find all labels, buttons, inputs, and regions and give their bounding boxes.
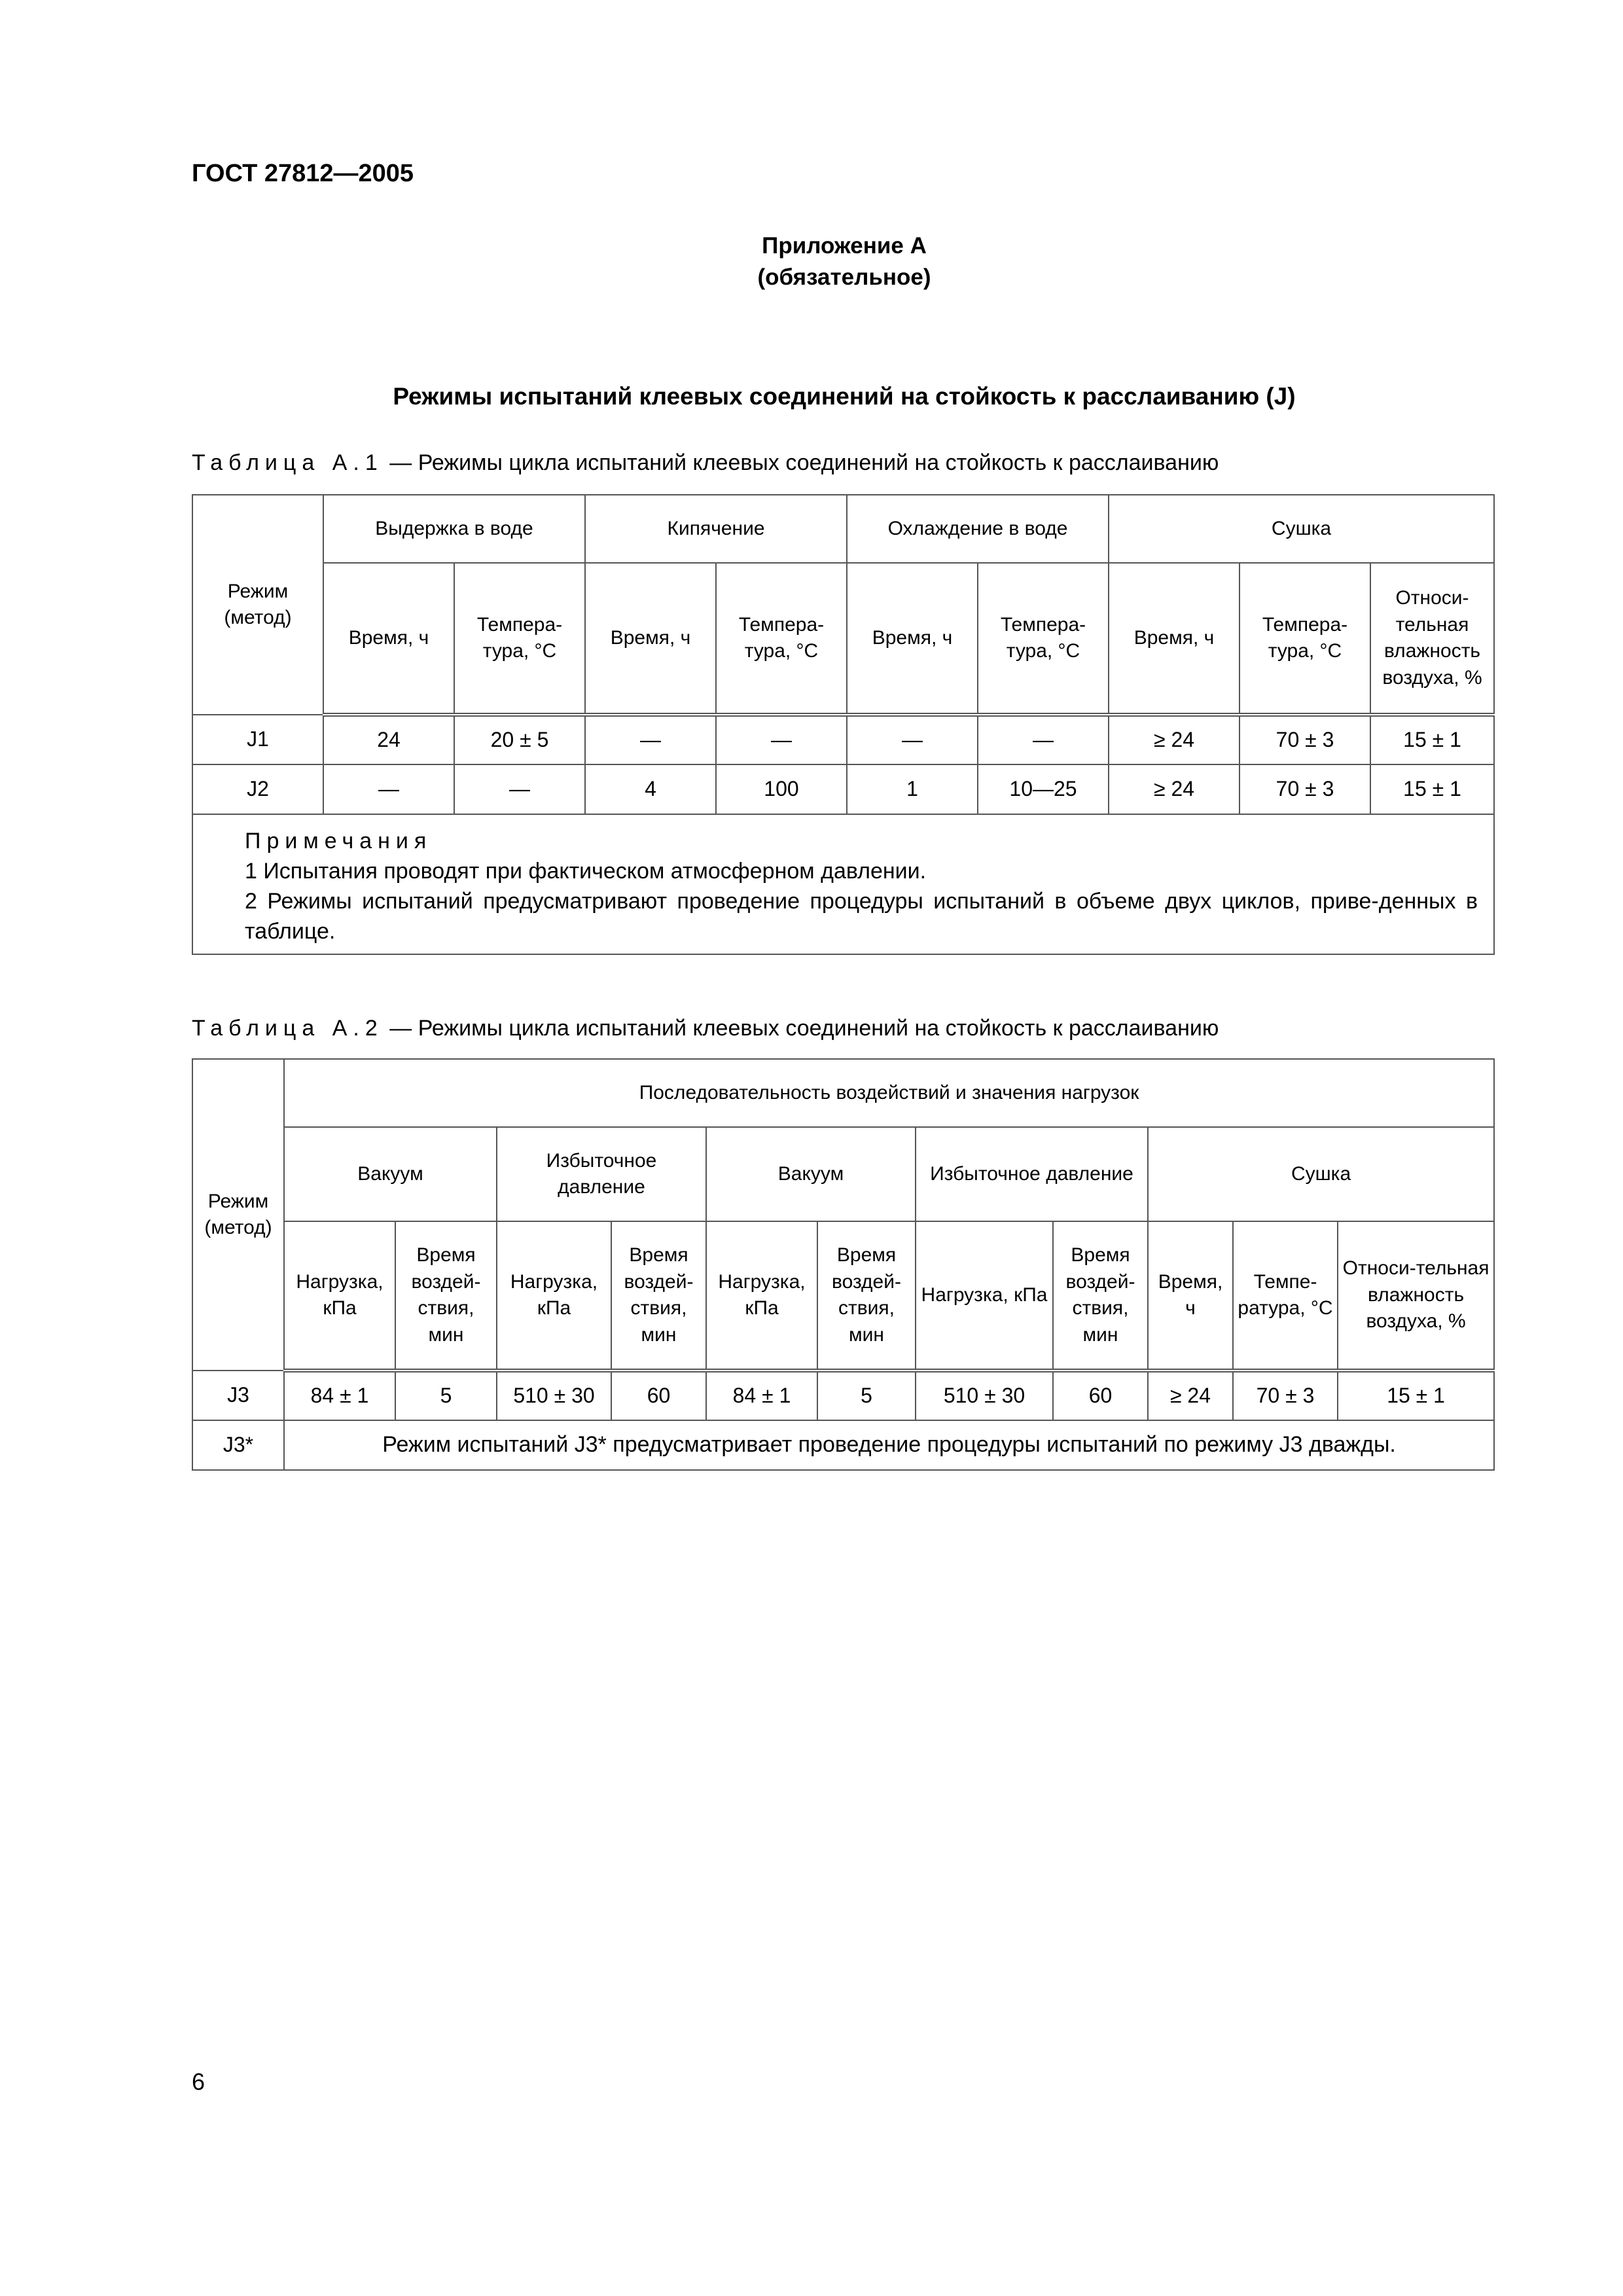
section-title: Режимы испытаний клеевых соединений на стойкость к расслаиванию (J) <box>393 383 1296 410</box>
table1-caption-label: Таблица А.1 <box>192 450 383 475</box>
table-cell: 84 ± 1 <box>284 1371 395 1420</box>
appendix-status: (обязательное) <box>757 264 931 290</box>
table2-subheader: Относи-тельная влажность воздуха, % <box>1338 1221 1494 1371</box>
table2-subheader: Темпе-ратура, °С <box>1233 1221 1338 1371</box>
table2-subheader: Время воздей-ствия, мин <box>817 1221 916 1371</box>
table1-subheader: Темпера-тура, °С <box>454 563 585 715</box>
table-cell: 10—25 <box>978 764 1109 814</box>
table2-subheader: Время воздей-ствия, мин <box>395 1221 497 1371</box>
table2-group-header: Сушка <box>1148 1127 1494 1221</box>
table-cell: — <box>323 764 454 814</box>
table-cell: 70 ± 3 <box>1233 1371 1338 1420</box>
table1-notes <box>192 814 1494 954</box>
table-cell: ≥ 24 <box>1148 1371 1233 1420</box>
table1-caption <box>192 450 1219 476</box>
table-row <box>192 715 1494 764</box>
table-cell: 15 ± 1 <box>1370 715 1494 764</box>
table2-mode-header: Режим (метод) <box>192 1059 284 1371</box>
table-cell: ≥ 24 <box>1109 764 1240 814</box>
table-cell: 84 ± 1 <box>706 1371 817 1420</box>
table2-subheader: Нагрузка, кПа <box>284 1221 395 1371</box>
table-cell: 70 ± 3 <box>1240 715 1370 764</box>
page-number: 6 <box>192 2068 205 2095</box>
table1-subheader: Относи-тельная влажность воздуха, % <box>1370 563 1494 715</box>
table1-group-header: Охлаждение в воде <box>847 495 1109 563</box>
table-cell: — <box>978 715 1109 764</box>
table-cell: 4 <box>585 764 716 814</box>
table-cell: — <box>847 715 978 764</box>
table2-subheader: Нагрузка, кПа <box>497 1221 611 1371</box>
table1-group-header: Сушка <box>1109 495 1494 563</box>
notes-heading: Примечания <box>245 829 433 853</box>
table1-mode-cell: J2 <box>192 764 323 814</box>
table2-group-header: Избыточное давление <box>916 1127 1148 1221</box>
table-cell: 510 ± 30 <box>497 1371 611 1420</box>
table1-subheader: Темпера-тура, °С <box>1240 563 1370 715</box>
table1-subheader: Время, ч <box>585 563 716 715</box>
table-cell: 15 ± 1 <box>1370 764 1494 814</box>
table2-j3star-text: Режим испытаний J3* предусматривает проведение процедуры испытаний по режиму J3 дважды. <box>284 1420 1494 1470</box>
table1 <box>192 494 1495 955</box>
table2-group-header: Вакуум <box>284 1127 497 1221</box>
table-cell: — <box>716 715 847 764</box>
table-cell: — <box>585 715 716 764</box>
table-cell: ≥ 24 <box>1109 715 1240 764</box>
table2-subheader: Время, ч <box>1148 1221 1233 1371</box>
appendix-heading <box>661 230 1027 293</box>
table1-caption-text: — Режимы цикла испытаний клеевых соединений на стойкость к расслаиванию <box>383 450 1219 475</box>
standard-code: ГОСТ 27812—2005 <box>192 160 414 187</box>
table1-subheader: Время, ч <box>1109 563 1240 715</box>
table2-group-header: Вакуум <box>706 1127 916 1221</box>
table1-group-header: Выдержка в воде <box>323 495 585 563</box>
table2-group-header: Избыточное давление <box>497 1127 706 1221</box>
table-cell: 1 <box>847 764 978 814</box>
table2-subheader: Нагрузка, кПа <box>916 1221 1053 1371</box>
table-cell: 15 ± 1 <box>1338 1371 1494 1420</box>
table1-mode-cell: J1 <box>192 715 323 764</box>
table2-caption-text: — Режимы цикла испытаний клеевых соединений на стойкость к расслаиванию <box>383 1016 1219 1041</box>
table2-caption-label: Таблица А.2 <box>192 1016 383 1041</box>
note-item: 1 Испытания проводят при фактическом атмосферном давлении. <box>245 858 927 884</box>
table1-group-header: Кипячение <box>585 495 847 563</box>
table1-subheader: Время, ч <box>847 563 978 715</box>
table2-caption <box>192 1016 1219 1041</box>
note-item: 2 Режимы испытаний предусматривают проведение процедуры испытаний в объеме двух циклов, приве-денных в таблице. <box>245 888 1478 944</box>
table-cell: 60 <box>611 1371 706 1420</box>
table-cell: 24 <box>323 715 454 764</box>
table-cell: 100 <box>716 764 847 814</box>
table-row <box>192 1371 1494 1420</box>
table1-subheader: Время, ч <box>323 563 454 715</box>
table2-subheader: Время воздей-ствия, мин <box>1053 1221 1148 1371</box>
table-cell: 510 ± 30 <box>916 1371 1053 1420</box>
table1-subheader: Темпера-тура, °С <box>978 563 1109 715</box>
table2-mode-cell: J3 <box>192 1371 284 1420</box>
table-cell: 5 <box>817 1371 916 1420</box>
table-cell: 60 <box>1053 1371 1148 1420</box>
table2-subheader: Время воздей-ствия, мин <box>611 1221 706 1371</box>
table-row <box>192 764 1494 814</box>
table1-notes-row <box>192 814 1494 954</box>
table-cell: 5 <box>395 1371 497 1420</box>
table-cell: 20 ± 5 <box>454 715 585 764</box>
table-cell: 70 ± 3 <box>1240 764 1370 814</box>
table2 <box>192 1058 1495 1471</box>
table1-subheader: Темпера-тура, °С <box>716 563 847 715</box>
table-row <box>192 1420 1494 1470</box>
table2-mode-cell: J3* <box>192 1420 284 1470</box>
table-cell: — <box>454 764 585 814</box>
table1-mode-header: Режим (метод) <box>192 495 323 715</box>
appendix-title: Приложение А <box>762 233 927 259</box>
table2-top-header: Последовательность воздействий и значения нагрузок <box>284 1059 1494 1127</box>
table2-subheader: Нагрузка, кПа <box>706 1221 817 1371</box>
